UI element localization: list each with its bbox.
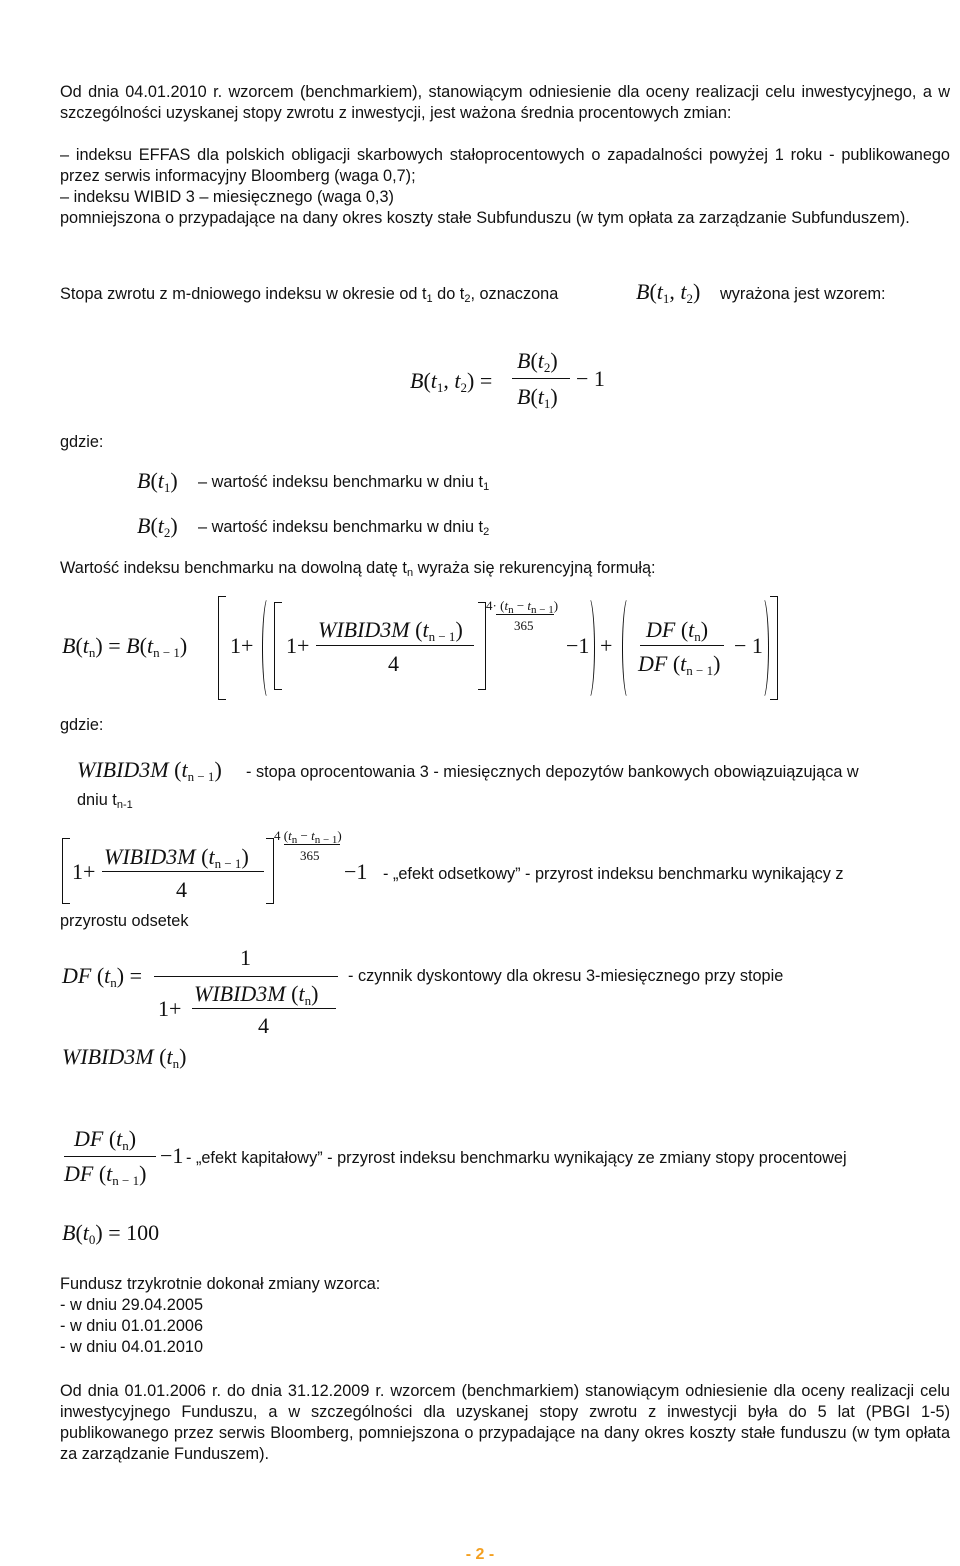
bracket-outer-left (218, 596, 226, 700)
interest-effect-cont: przyrostu odsetek (60, 912, 189, 930)
formula-rec-df-den: DF $(t_{n - 1})$ (638, 651, 721, 678)
exponent-denominator: 365 (300, 848, 320, 863)
capital-effect-description: - „efekt kapitałowy” - przyrost indeksu benchmarku wynikający ze zmiany stopy procentowej (186, 1149, 847, 1167)
formula-rec-four: 4 (388, 651, 399, 676)
math-wibid-tn1: WIBID3M $(t_{n - 1})$ (77, 757, 222, 784)
formula-rec-one-plus: 1+ (230, 633, 254, 658)
fraction-bar (64, 1156, 156, 1157)
formula-odsetki-minus-one: −1 (344, 859, 368, 884)
math-B-t2: $B(t_2)$ (137, 513, 178, 540)
math-B-t1-t2-inline: $B(t_1$, $t_2$) (636, 279, 701, 306)
wibid-description-cont: dniu $t_{n-1}$ (77, 791, 133, 811)
fraction-bar (284, 844, 340, 845)
formula-df-numerator: 1 (240, 945, 251, 970)
def-B-t2: – wartość indeksu benchmarku w dniu $t_2$ (198, 518, 490, 538)
formula-return-denominator: $B(t_1)$ (517, 384, 558, 411)
formula-df-wibid: WIBID3M $(t_n)$ (194, 981, 319, 1008)
where-label-2: gdzie: (60, 716, 104, 734)
formula-return-minus-one: − 1 (576, 366, 605, 391)
discount-factor-description: - czynnik dyskontowy dla okresu 3-miesięcznego przy stopie (348, 967, 784, 985)
fraction-bar (154, 976, 338, 977)
benchmark-changes-heading: Fundusz trzykrotnie dokonał zmiany wzorca: (60, 1275, 381, 1293)
formula-rec-lhs: $B(t_n) = B(t_{n - 1})$ (62, 633, 188, 660)
exponent-numerator: $4\cdot (t_n - t_{n - 1})$ (486, 598, 559, 616)
formula-odsetki-one-plus: 1+ (72, 859, 96, 884)
fraction-bar (316, 645, 474, 646)
paren-right-1 (582, 596, 595, 700)
formula-df-one-plus: 1+ (158, 996, 182, 1021)
formula-rec-wibid: WIBID3M $(t_{n - 1})$ (318, 617, 463, 644)
bracket-right (266, 838, 274, 904)
bracket-inner-right (478, 602, 486, 690)
intro-paragraph: Od dnia 04.01.2010 r. wzorcem (benchmarkiem), stanowiącym odniesienie dla oceny realizacji celu inwestycyjnego, a w szczególności uzyskanej stopy zwrotu z inwestycji, jest ważona średnia procentowych zmian: (60, 83, 950, 122)
reduction-paragraph: pomniejszona o przypadające na dany okres koszty stałe Subfunduszu (w tym opłata za zarządzanie Subfunduszem). (60, 209, 910, 227)
fraction-bar (102, 871, 264, 872)
exponent-denominator: 365 (514, 618, 534, 633)
change-date-item: - w dniu 29.04.2005 (60, 1296, 204, 1314)
where-label-1: gdzie: (60, 433, 104, 451)
previous-benchmark-paragraph: Od dnia 01.01.2006 r. do dnia 31.12.2009 r. wzorcem (benchmarkiem) stanowiącym odniesienie dla oceny realizacji celu inwestycyjnego Funduszu, a w szczególności dla uzyskanej stopy zwrotu z inwestycji była do 5 lat (PBGI 1-5) publikowanego przez serwis Bloomberg, pomniejszona o przypadające na dany okres koszty stałe funduszu (w tym opłata za zarządzanie Funduszem). (60, 1382, 950, 1463)
bracket-outer-right (770, 596, 778, 700)
fraction-bar (192, 1008, 336, 1009)
return-rate-intro-end: wyrażona jest wzorem: (720, 285, 886, 303)
formula-rec-minus-one: −1 (566, 633, 590, 658)
return-rate-intro: Stopa zwrotu z m-dniowego indeksu w okresie od $t_1$ do $t_2$, oznaczona (60, 285, 559, 305)
interest-effect-description: - „efekt odsetkowy” - przyrost indeksu benchmarku wynikający z (383, 865, 844, 883)
formula-rec-minus-one-2: − 1 (734, 633, 763, 658)
fraction-bar (640, 645, 724, 646)
paren-left-2 (622, 596, 635, 700)
def-B-t1: – wartość indeksu benchmarku w dniu $t_1$ (198, 473, 490, 493)
formula-return-lhs: $B(t_1$, $t_2$) = (410, 368, 493, 395)
formula-df-four: 4 (258, 1013, 269, 1038)
list-item-wibid: – indeksu WIBID 3 – miesięcznego (waga 0,3) (60, 188, 394, 206)
fraction-bar (512, 378, 570, 379)
formula-rec-df-num: DF $(t_n)$ (646, 617, 709, 644)
page-number: - 2 - (465, 1546, 495, 1563)
bracket-left (62, 838, 70, 904)
math-wibid-tn: WIBID3M $(t_n)$ (62, 1044, 187, 1071)
exponent-numerator: 4 $(t_n - t_{n - 1})$ (274, 828, 342, 846)
formula-df-lhs: DF $(t_n)$ = (62, 963, 143, 990)
formula-odsetki-wibid: WIBID3M $(t_{n - 1})$ (104, 844, 249, 871)
formula-kap-denominator: DF $(t_{n - 1})$ (64, 1161, 147, 1188)
formula-kap-numerator: DF $(t_n)$ (74, 1126, 137, 1153)
fraction-bar (496, 614, 554, 615)
change-date-item: - w dniu 04.01.2010 (60, 1338, 204, 1356)
paren-right-2 (756, 596, 769, 700)
formula-kap-minus-one: −1 (160, 1143, 184, 1168)
bracket-inner-left (274, 602, 282, 690)
list-item-effas: – indeksu EFFAS dla polskich obligacji skarbowych stałoprocentowych o zapadalności powyżej 1 roku - publikowanego przez serwis informacyjny Bloomberg (waga 0,7); (60, 146, 950, 185)
formula-rec-plus: + (600, 633, 613, 658)
formula-rec-inner-one-plus: 1+ (286, 633, 310, 658)
formula-initial-value: $B(t_0) = 100$ (62, 1220, 160, 1247)
math-B-t1: $B(t_1)$ (137, 468, 178, 495)
recursive-intro: Wartość indeksu benchmarku na dowolną datę $t_n$ wyraża się rekurencyjną formułą: (60, 559, 656, 579)
formula-odsetki-four: 4 (176, 877, 187, 902)
change-date-item: - w dniu 01.01.2006 (60, 1317, 204, 1335)
wibid-description: - stopa oprocentowania 3 - miesięcznych depozytów bankowych obowiązuiązująca w (246, 763, 859, 781)
formula-return-numerator: $B(t_2)$ (517, 348, 558, 375)
